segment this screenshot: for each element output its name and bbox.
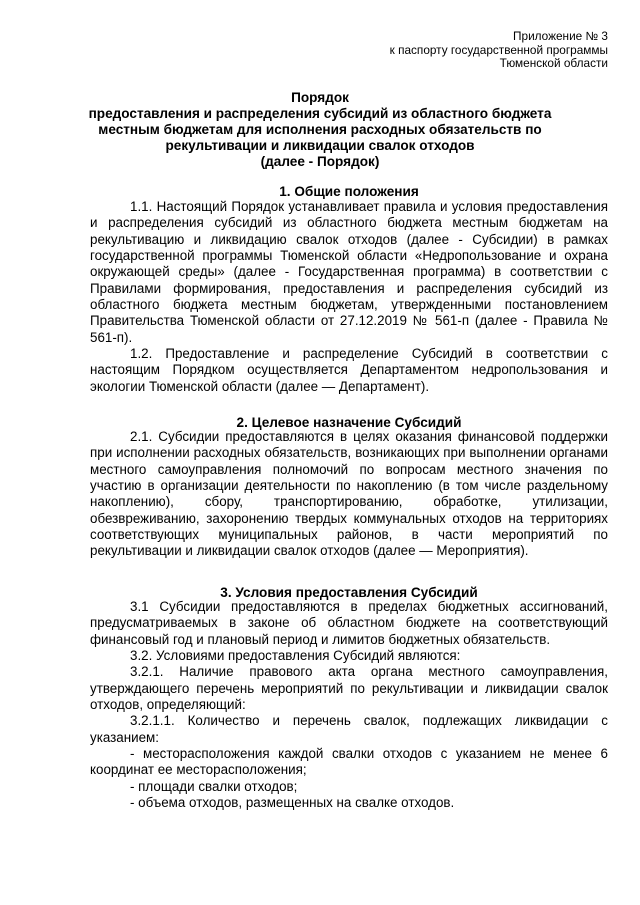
annex-number: Приложение № 3 <box>513 29 608 43</box>
section-3-body <box>90 599 608 811</box>
paragraph-3-2: 3.2. Условиями предоставления Субсидий являются: <box>130 648 461 664</box>
title-line-1: Порядок <box>291 90 349 105</box>
list-item-area: - площади свалки отходов; <box>130 778 298 794</box>
section-1-body <box>90 199 608 395</box>
title-line-4: рекультивации и ликвидации свалок отходов <box>165 138 475 154</box>
list-item-location: - месторасположения каждой свалки отходов с указанием не менее 6 координат ее месторасположения; <box>90 746 608 778</box>
paragraph-1-2: 1.2. Предоставление и распределение Субсидий в соответствии с настоящим Порядком осуществляется Департаментом недропользования и экологии Тюменской области (далее — Департамент). <box>90 346 608 394</box>
annex-region: Тюменской области <box>499 56 608 71</box>
paragraph-3-1: 3.1 Субсидии предоставляются в пределах бюджетных ассигнований, предусматриваемых в законе об областном бюджете на соответствующий финансовый год и плановый период и лимитов бюджетных обязательств. <box>90 599 608 647</box>
paragraph-3-2-1: 3.2.1. Наличие правового акта органа местного самоуправления, утверждающего перечень мероприятий по рекультивации и ликвидации свалок отходов, определяющий: <box>90 664 608 713</box>
section-3-heading: 3. Условия предоставления Субсидий <box>220 585 478 600</box>
title-line-5: (далее - Порядок) <box>260 154 380 170</box>
section-1-heading: 1. Общие положения <box>279 184 419 199</box>
title-line-3: местным бюджетам для исполнения расходных обязательств по <box>98 122 542 138</box>
section-2-heading: 2. Целевое назначение Субсидий <box>236 415 462 430</box>
annex-header <box>390 30 608 71</box>
document-title <box>88 90 552 170</box>
list-item-volume: - объема отходов, размещенных на свалке отходов. <box>130 795 455 811</box>
title-line-2: предоставления и распределения субсидий из областного бюджета <box>88 106 552 122</box>
paragraph-2-1: 2.1. Субсидии предоставляются в целях оказания финансовой поддержки при исполнении расходных обязательств, возникающих при выполнении органами местного самоуправления полномочий по вопросам местного значения по участию в организации деятельности по накоплению (в том числе раздельному накоплению), сбору, транспортированию, обработке, утилизации, обезвреживанию, захоронению твердых коммунальных отходов на территориях соответствующих муниципальных районов, в части мероприятий по рекультивации и ликвидации свалок отходов (далее — Мероприятия). <box>90 429 608 559</box>
section-2-body <box>90 429 608 560</box>
paragraph-3-2-1-1: 3.2.1.1. Количество и перечень свалок, подлежащих ликвидации с указанием: <box>90 713 608 745</box>
paragraph-1-1: 1.1. Настоящий Порядок устанавливает правила и условия предоставления и распределения субсидий из областного бюджета местным бюджетам на рекультивацию и ликвидацию свалок отходов (далее - Субсидии) в рамках государственной программы Тюменской области «Недропользование и охрана окружающей среды» (далее - Государственная программа) в соответствии с Правилами формирования, предоставления и распределения субсидий из областного бюджета местным бюджетам, утвержденными постановлением Правительства Тюменской области от 27.12.2019 № 561-п (далее - Правила № 561-п). <box>90 199 608 345</box>
annex-reference: к паспорту государственной программы <box>389 42 608 57</box>
